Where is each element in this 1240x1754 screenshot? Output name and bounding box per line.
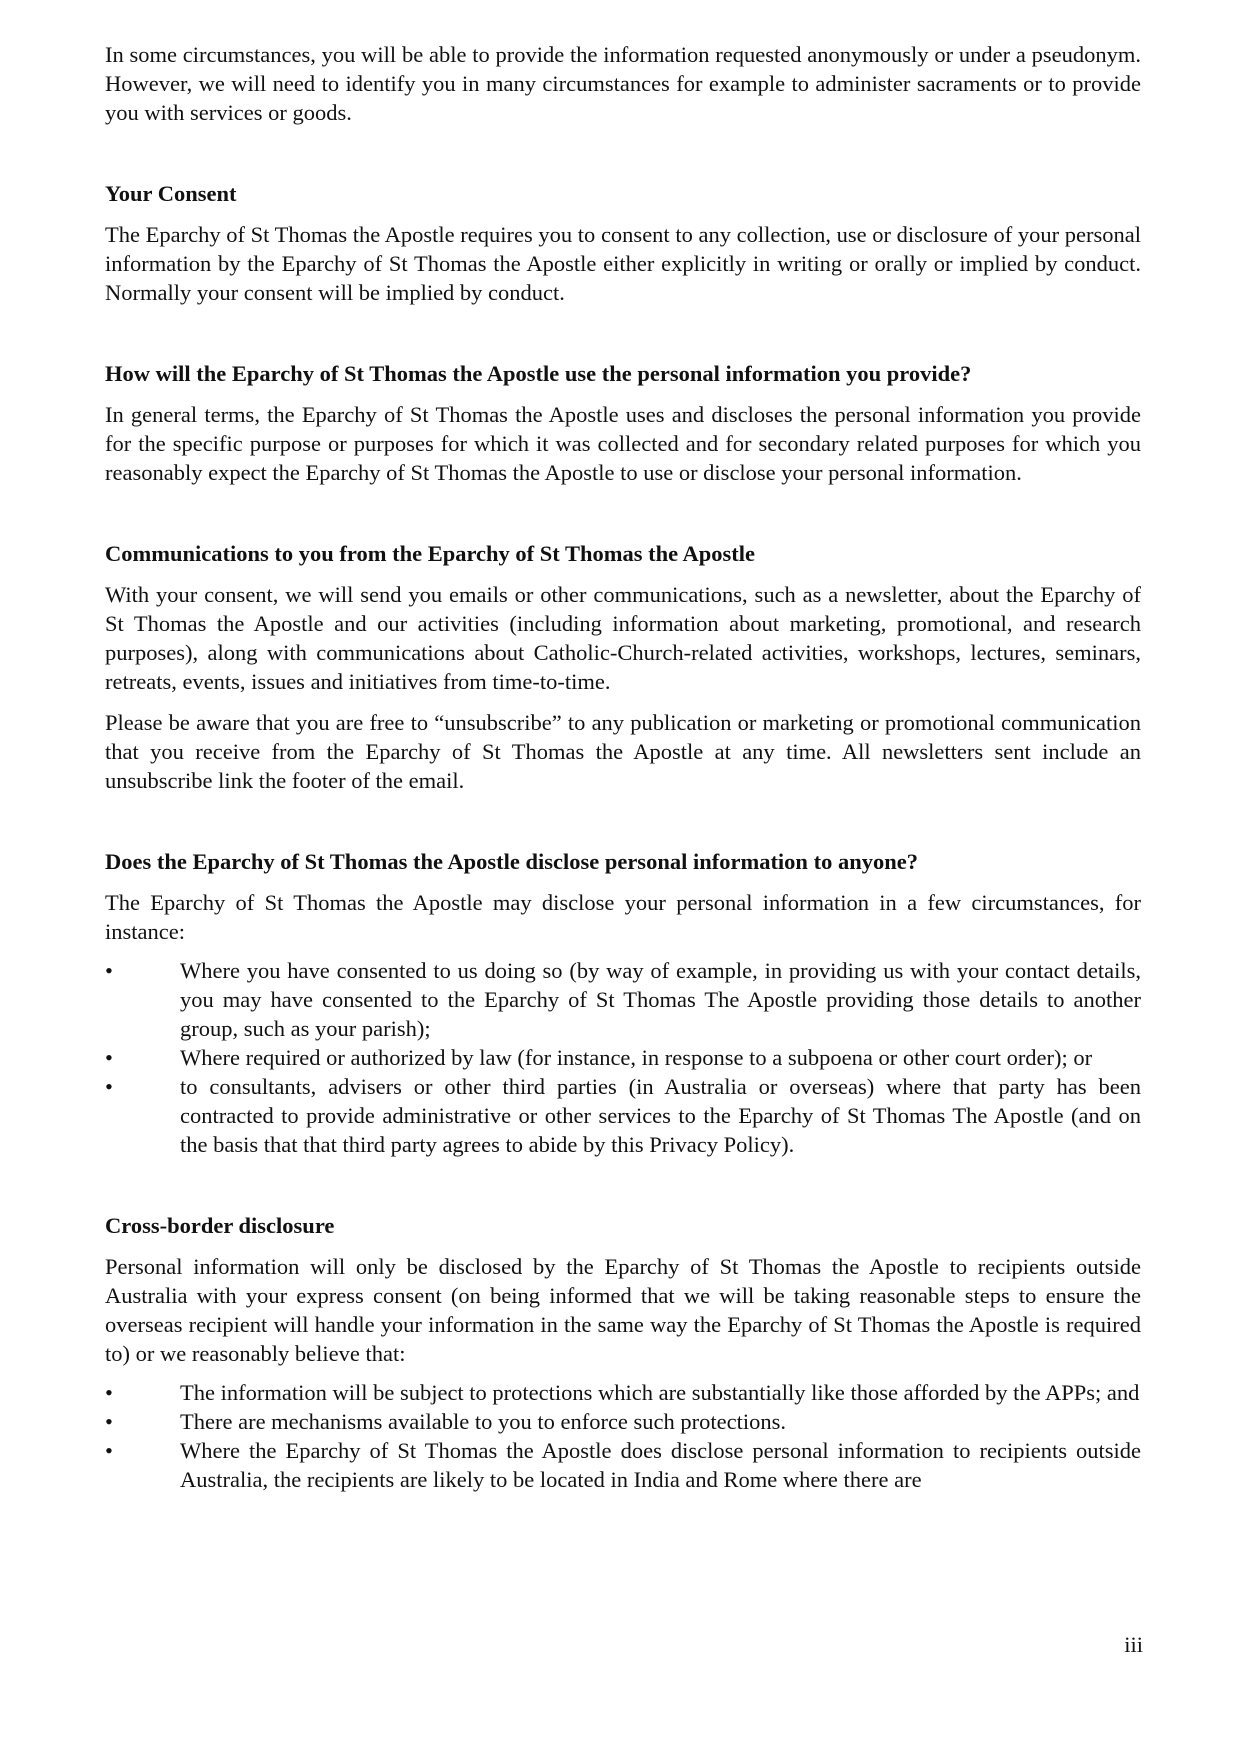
paragraph: The Eparchy of St Thomas the Apostle may disclose your personal information in a few circumstances, for instance: <box>105 890 1141 944</box>
page-number: iii <box>1124 1632 1143 1657</box>
paragraph: In general terms, the Eparchy of St Thomas the Apostle uses and discloses the personal information you provide for the specific purpose or purposes for which it was collected and for secondary related purposes for which you reasonably expect the Eparchy of St Thomas the Apostle to use or disclose your personal information. <box>105 402 1141 485</box>
list-item <box>105 1407 1141 1436</box>
section-disclosure <box>105 847 1141 1159</box>
paragraph: Please be aware that you are free to “unsubscribe” to any publication or marketing or promotional communication that you receive from the Eparchy of St Thomas the Apostle at any time. All newsletters sent include an unsubscribe link the footer of the email. <box>105 710 1141 793</box>
list-item <box>105 1378 1141 1407</box>
list-item-text: to consultants, advisers or other third parties (in Australia or overseas) where that party has been contracted to provide administrative or other services to the Eparchy of St Thomas The Apostle (and on the basis that that third party agrees to abide by this Privacy Policy). <box>180 1074 1141 1157</box>
section-heading: Your Consent <box>105 181 237 206</box>
list-item-text: The information will be subject to protections which are substantially like those afforded by the APPs; and <box>180 1380 1140 1405</box>
list-item <box>105 1436 1141 1494</box>
section-heading: Cross-border disclosure <box>105 1213 335 1238</box>
section-heading: How will the Eparchy of St Thomas the Apostle use the personal information you provide? <box>105 361 972 386</box>
paragraph: The Eparchy of St Thomas the Apostle requires you to consent to any collection, use or disclosure of your personal information by the Eparchy of St Thomas the Apostle either explicitly in writing or orally or implied by conduct. Normally your consent will be implied by conduct. <box>105 222 1141 305</box>
list-item <box>105 1043 1141 1072</box>
list-item-text: Where required or authorized by law (for instance, in response to a subpoena or other court order); or <box>180 1045 1093 1070</box>
bullet-icon: • <box>105 1074 113 1099</box>
bullet-icon: • <box>105 1438 113 1463</box>
bullet-icon: • <box>105 1409 113 1434</box>
list-item-text: Where you have consented to us doing so (by way of example, in providing us with your contact details, you may have consented to the Eparchy of St Thomas The Apostle providing those details to another group, such as your parish); <box>180 958 1141 1041</box>
bullet-icon: • <box>105 958 113 983</box>
document-page <box>105 40 1141 1494</box>
bullet-list <box>105 956 1141 1159</box>
intro-paragraph: In some circumstances, you will be able to provide the information requested anonymously or under a pseudonym. However, we will need to identify you in many circumstances for example to administer sacraments or to provide you with services or goods. <box>105 42 1141 125</box>
section-heading: Communications to you from the Eparchy of St Thomas the Apostle <box>105 541 756 566</box>
section-cross-border-disclosure <box>105 1211 1141 1494</box>
paragraph: Personal information will only be disclosed by the Eparchy of St Thomas the Apostle to recipients outside Australia with your express consent (on being informed that we will be taking reasonable steps to ensure the overseas recipient will handle your information in the same way the Eparchy of St Thomas the Apostle is required to) or we reasonably believe that: <box>105 1254 1141 1366</box>
bullet-list <box>105 1378 1141 1494</box>
section-heading: Does the Eparchy of St Thomas the Apostle disclose personal information to anyone? <box>105 849 918 874</box>
paragraph: With your consent, we will send you emails or other communications, such as a newsletter, about the Eparchy of St Thomas the Apostle and our activities (including information about marketing, promotional, and research purposes), along with communications about Catholic-Church-related activities, workshops, lectures, seminars, retreats, events, issues and initiatives from time-to-time. <box>105 582 1141 694</box>
bullet-icon: • <box>105 1045 113 1070</box>
list-item-text: Where the Eparchy of St Thomas the Apostle does disclose personal information to recipients outside Australia, the recipients are likely to be located in India and Rome where there are <box>180 1438 1141 1492</box>
section-use-of-information <box>105 359 1141 487</box>
list-item <box>105 956 1141 1043</box>
list-item <box>105 1072 1141 1159</box>
section-communications <box>105 539 1141 795</box>
list-item-text: There are mechanisms available to you to enforce such protections. <box>180 1409 787 1434</box>
section-your-consent <box>105 179 1141 307</box>
bullet-icon: • <box>105 1380 113 1405</box>
